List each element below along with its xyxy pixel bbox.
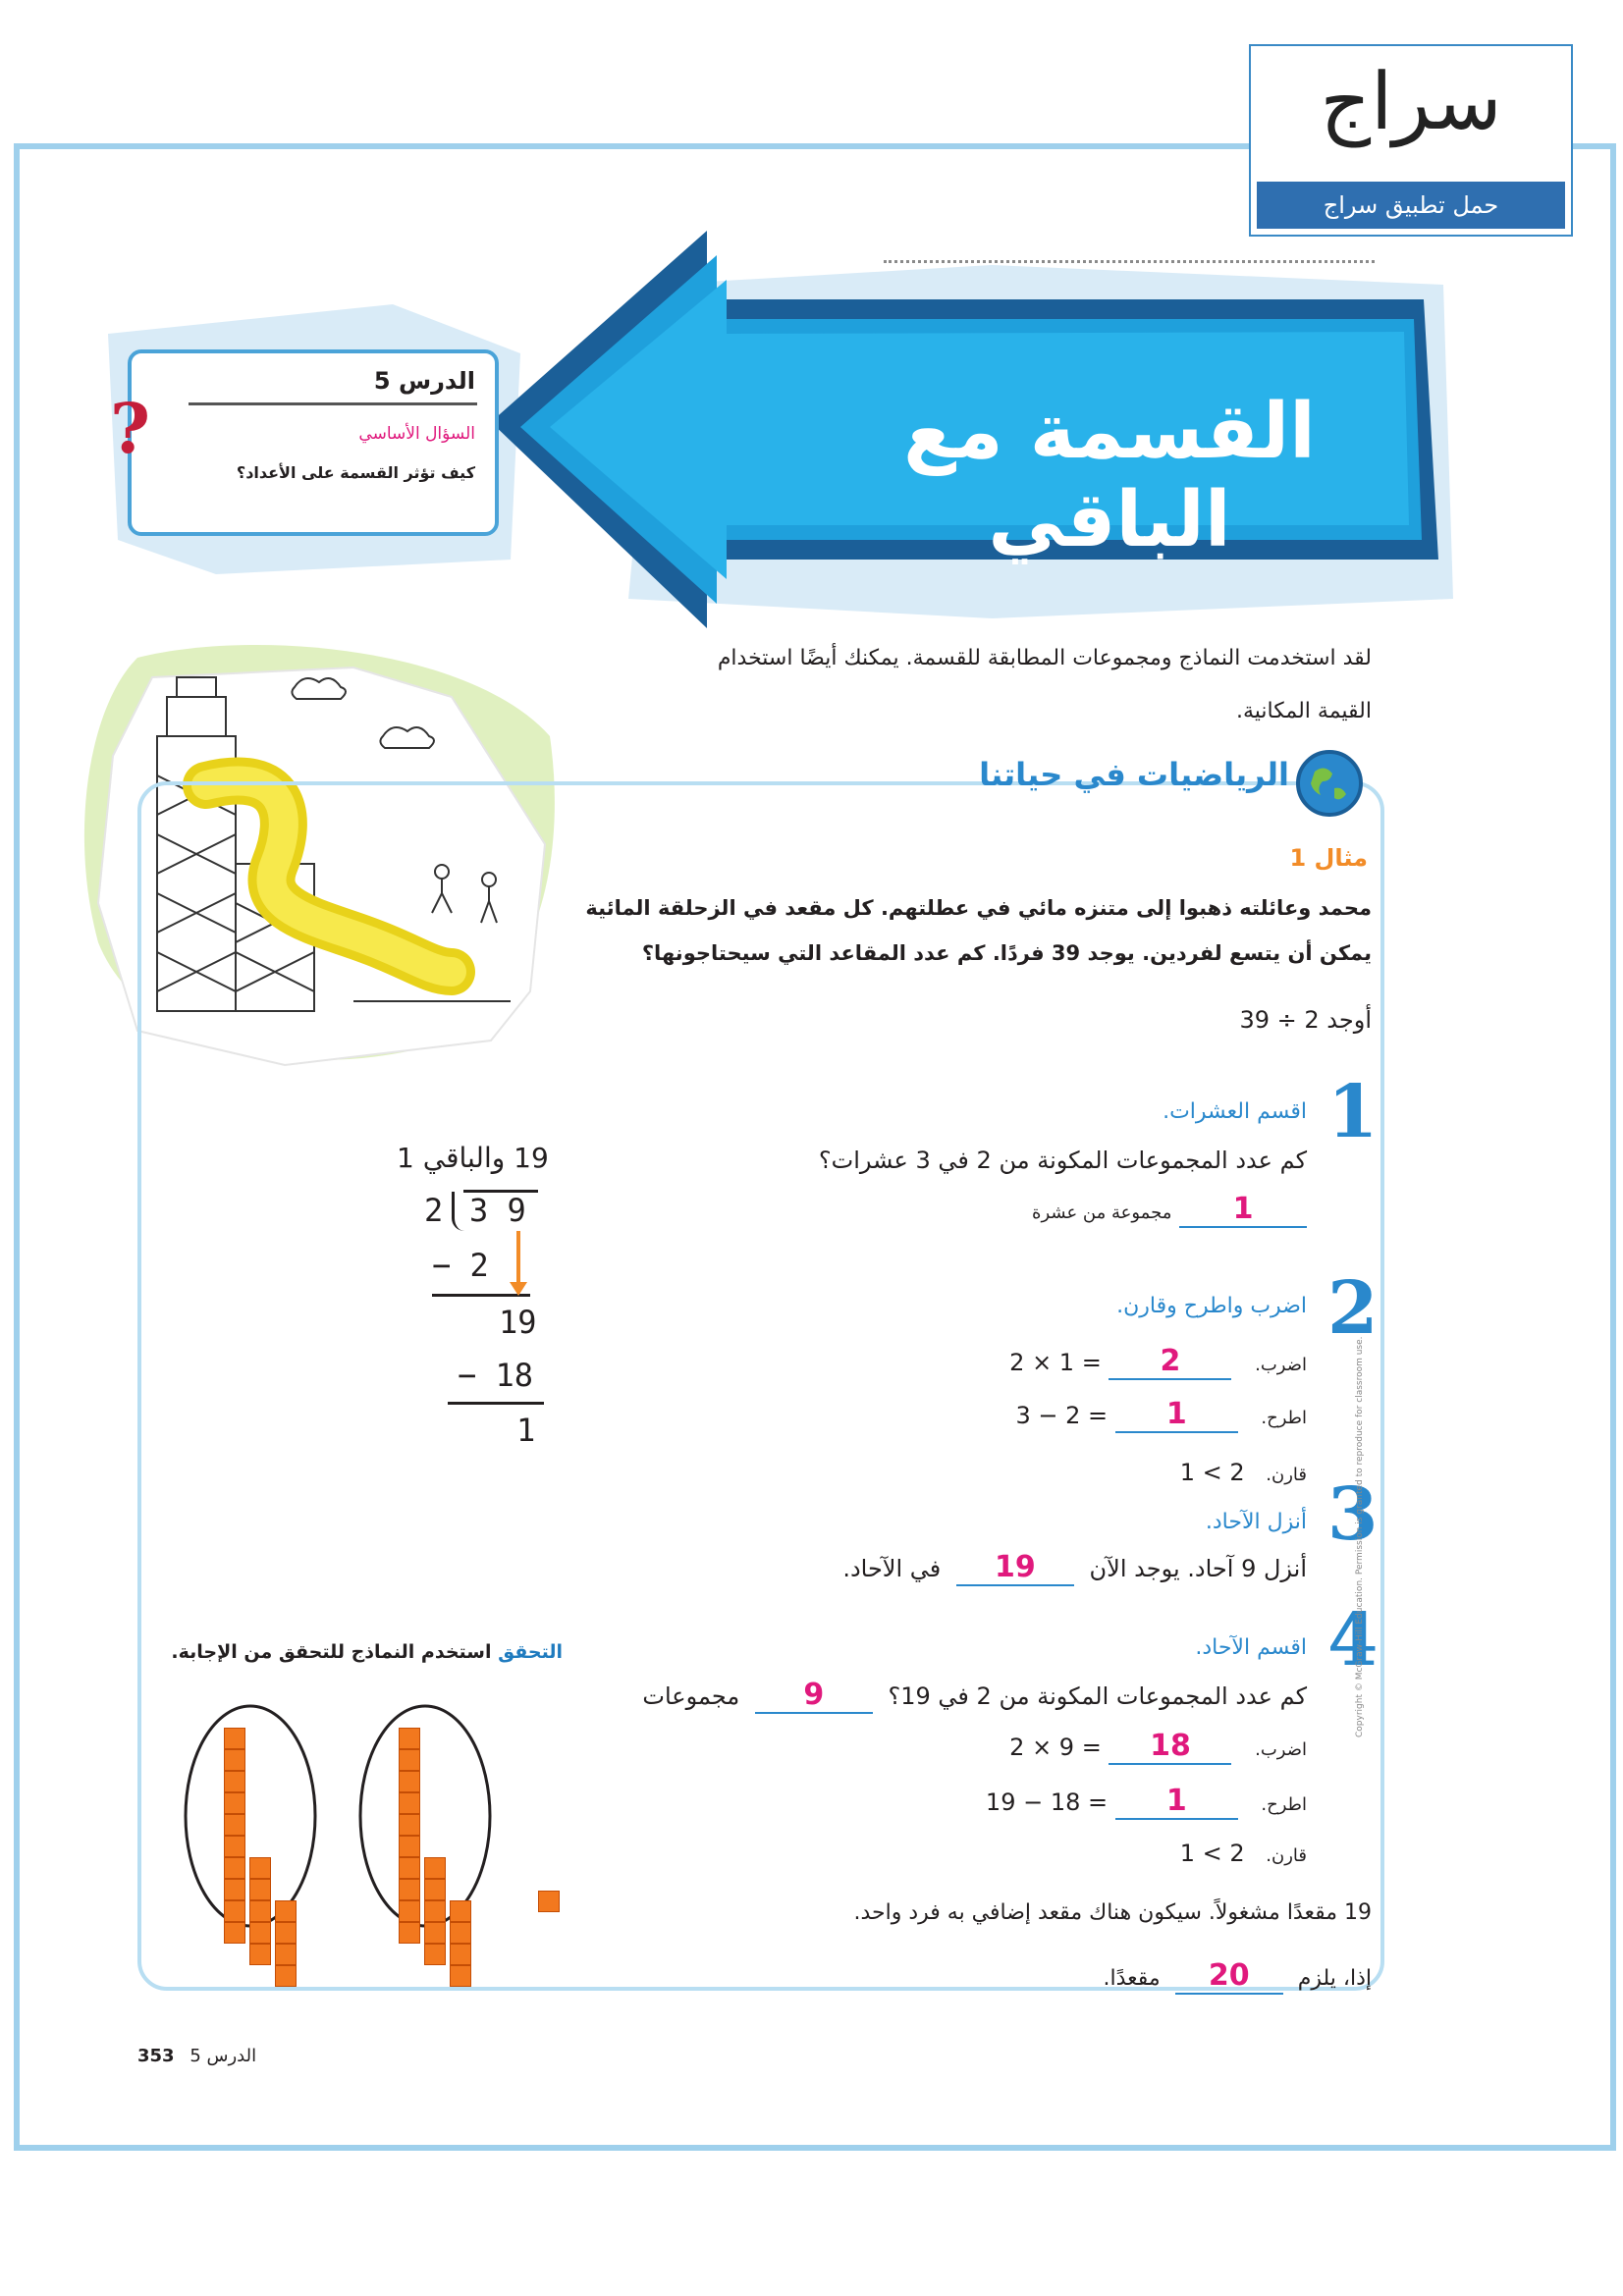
intro-line-1: لقد استخدمت النماذج ومجموعات المطابقة للقسمة. يمكنك أيضًا استخدام: [717, 646, 1372, 670]
unit-cube: [275, 1922, 297, 1944]
unit-cube: [399, 1922, 420, 1944]
step-2-number: 2: [1327, 1266, 1379, 1351]
division-bracket: [452, 1192, 464, 1231]
step-4-compare-expr: 1 < 2: [1179, 1840, 1245, 1867]
problem-line-1: محمد وعائلته ذهبوا إلى متنزه مائي في عطلتهم. كل مقعد في الزحلقة المائية: [585, 896, 1372, 920]
brand-logo-box[interactable]: [1249, 44, 1573, 237]
unit-cube: [399, 1771, 420, 1792]
step-3-row: [842, 1551, 1307, 1586]
division-divisor: 2: [424, 1192, 444, 1229]
unit-cube: [224, 1900, 245, 1922]
unit-cube: [399, 1814, 420, 1836]
brand-logo: سراج: [1320, 56, 1502, 147]
unit-cube: [424, 1922, 446, 1944]
unit-cube: [224, 1749, 245, 1771]
page-title: القسمة مع الباقي: [903, 388, 1316, 564]
unit-cube: [450, 1944, 471, 1965]
brand-tagline: حمل تطبيق سراج: [1257, 182, 1565, 229]
intro-paragraph: [665, 632, 1372, 738]
step-1-answer[interactable]: 1: [1179, 1193, 1307, 1228]
step-2-compare-expr: 1 < 2: [1179, 1459, 1245, 1486]
bring-down-arrowhead: [510, 1282, 527, 1296]
conclusion-before: إذا، يلزم: [1297, 1966, 1372, 1991]
step-2-multiply-label: اضرب.: [1255, 1355, 1307, 1375]
unit-cube: [224, 1771, 245, 1792]
unit-cube: [224, 1792, 245, 1814]
step-3-text-before: أنزل 9 آحاد. يوجد الآن: [1089, 1555, 1307, 1582]
unit-cube: [275, 1944, 297, 1965]
lesson-label: الدرس 5: [373, 367, 475, 395]
step-1-title: اقسم العشرات.: [1163, 1099, 1307, 1124]
unit-cube: [249, 1879, 271, 1900]
step-2-subtract-label: اطرح.: [1261, 1408, 1307, 1428]
unit-cube: [399, 1879, 420, 1900]
unit-cube: [424, 1900, 446, 1922]
step-2-subtract-row: [1015, 1398, 1307, 1433]
problem-text: [390, 885, 1372, 976]
step-2-subtract-answer[interactable]: 1: [1115, 1398, 1238, 1433]
step-4-subtract-expr: 19 − 18 =: [985, 1789, 1109, 1816]
unit-cube: [450, 1965, 471, 1987]
unit-cube: [249, 1944, 271, 1965]
unit-cube: [249, 1922, 271, 1944]
step-3-title: أنزل الآحاد.: [1205, 1510, 1307, 1534]
check-row: [171, 1641, 563, 1663]
step-2-subtract-expr: 3 − 2 =: [1015, 1402, 1109, 1429]
step-4-multiply-expr: 2 × 9 =: [1009, 1734, 1102, 1761]
step-4-multiply-label: اضرب.: [1255, 1739, 1307, 1760]
footer: [137, 2046, 256, 2066]
step-1-question: كم عدد المجموعات المكونة من 2 في 3 عشرات؟: [818, 1147, 1307, 1174]
step-4-question: كم عدد المجموعات المكونة من 2 في 19؟: [888, 1682, 1307, 1710]
unit-cube: [424, 1879, 446, 1900]
step-1-number: 1: [1327, 1070, 1379, 1154]
step-4-subtract-answer[interactable]: 1: [1115, 1785, 1238, 1820]
conclusion-line-2: [1104, 1959, 1372, 1995]
check-label: التحقق: [498, 1641, 563, 1663]
problem-line-2: يمكن أن يتسع لفردين. يوجد 39 فردًا. كم عدد المقاعد التي سيحتاجونها؟: [641, 941, 1372, 965]
unit-cube: [450, 1900, 471, 1922]
step-2-multiply-row: [1009, 1345, 1307, 1380]
step-2-title: اضرب واطرح وقارن.: [1116, 1294, 1307, 1318]
step-2-multiply-expr: 2 × 1 =: [1009, 1349, 1102, 1376]
division-sub-1: − 2: [432, 1247, 489, 1284]
unit-cube: [224, 1879, 245, 1900]
find-expression: أوجد 2 ÷ 39: [1239, 1006, 1372, 1034]
step-4-subtract-row: [986, 1785, 1307, 1820]
division-result: 19 والباقي 1: [397, 1142, 549, 1174]
unit-cube: [249, 1857, 271, 1879]
step-4-multiply-answer[interactable]: 18: [1109, 1730, 1231, 1765]
step-4-answer[interactable]: 9: [755, 1679, 873, 1714]
step-4-compare-label: قارن.: [1266, 1845, 1307, 1866]
step-1-answer-row: [1032, 1193, 1307, 1228]
division-bring: 19: [499, 1304, 537, 1341]
step-4-compare-row: [1180, 1840, 1307, 1867]
unit-cube: [538, 1891, 560, 1912]
step-4-title: اقسم الآحاد.: [1195, 1635, 1307, 1660]
step-4-question-row: [642, 1679, 1307, 1714]
conclusion-line-1: 19 مقعدًا مشغولاً. سيكون هناك مقعد إضافي به فرد واحد.: [853, 1900, 1372, 1925]
step-1-suffix: مجموعة من عشرة: [1032, 1202, 1172, 1223]
step-2-compare-row: [1180, 1459, 1307, 1486]
lesson-divider: [189, 402, 477, 405]
unit-cube: [399, 1836, 420, 1857]
division-sub-2: − 18: [458, 1357, 534, 1394]
globe-icon: [1296, 750, 1363, 817]
step-3-answer[interactable]: 19: [956, 1551, 1074, 1586]
step-4-subtract-label: اطرح.: [1261, 1794, 1307, 1815]
division-dividend: 3 9: [469, 1192, 526, 1229]
step-3-text-after: في الآحاد.: [842, 1555, 942, 1582]
lesson-card: [110, 349, 499, 536]
section-heading: الرياضيات في حياتنا: [979, 756, 1289, 793]
step-4-number: 4: [1327, 1598, 1379, 1682]
unit-cube: [224, 1836, 245, 1857]
essential-question-label: السؤال الأساسي: [358, 424, 475, 444]
unit-cube: [399, 1900, 420, 1922]
division-dividend-bar: [463, 1190, 538, 1193]
example-label: مثال 1: [1289, 844, 1368, 872]
unit-cube: [399, 1857, 420, 1879]
copyright-note: Copyright © McGraw-Hill Education. Permission is granted to reproduce for classroom use.: [1355, 1336, 1365, 1737]
unit-cube: [224, 1857, 245, 1879]
footer-lesson: الدرس 5: [189, 2046, 257, 2066]
step-3-number: 3: [1327, 1472, 1379, 1557]
conclusion-after: مقعدًا.: [1103, 1966, 1161, 1991]
step-2-multiply-answer[interactable]: 2: [1109, 1345, 1231, 1380]
bring-down-arrow: [516, 1231, 520, 1290]
intro-line-2: القيمة المكانية.: [1235, 699, 1372, 723]
unit-cube: [224, 1728, 245, 1749]
unit-cube: [399, 1728, 420, 1749]
unit-cube: [399, 1749, 420, 1771]
unit-cube: [450, 1922, 471, 1944]
division-remainder: 1: [516, 1412, 536, 1449]
step-2-compare-label: قارن.: [1266, 1465, 1307, 1485]
unit-cube: [424, 1944, 446, 1965]
unit-cube: [424, 1857, 446, 1879]
unit-cube: [224, 1922, 245, 1944]
unit-cube: [224, 1814, 245, 1836]
footer-page: 353: [137, 2046, 175, 2066]
conclusion-answer[interactable]: 20: [1175, 1959, 1283, 1995]
unit-cube: [275, 1965, 297, 1987]
check-text: استخدم النماذج للتحقق من الإجابة.: [171, 1641, 492, 1663]
step-4-suffix: مجموعات: [642, 1682, 740, 1710]
division-line-2: [448, 1402, 544, 1405]
question-mark-icon: ?: [110, 388, 151, 469]
unit-cube: [249, 1900, 271, 1922]
step-4-multiply-row: [1009, 1730, 1307, 1765]
essential-question-text: كيف تؤثر القسمة على الأعداد؟: [236, 463, 475, 482]
unit-cube: [399, 1792, 420, 1814]
unit-cube: [275, 1900, 297, 1922]
